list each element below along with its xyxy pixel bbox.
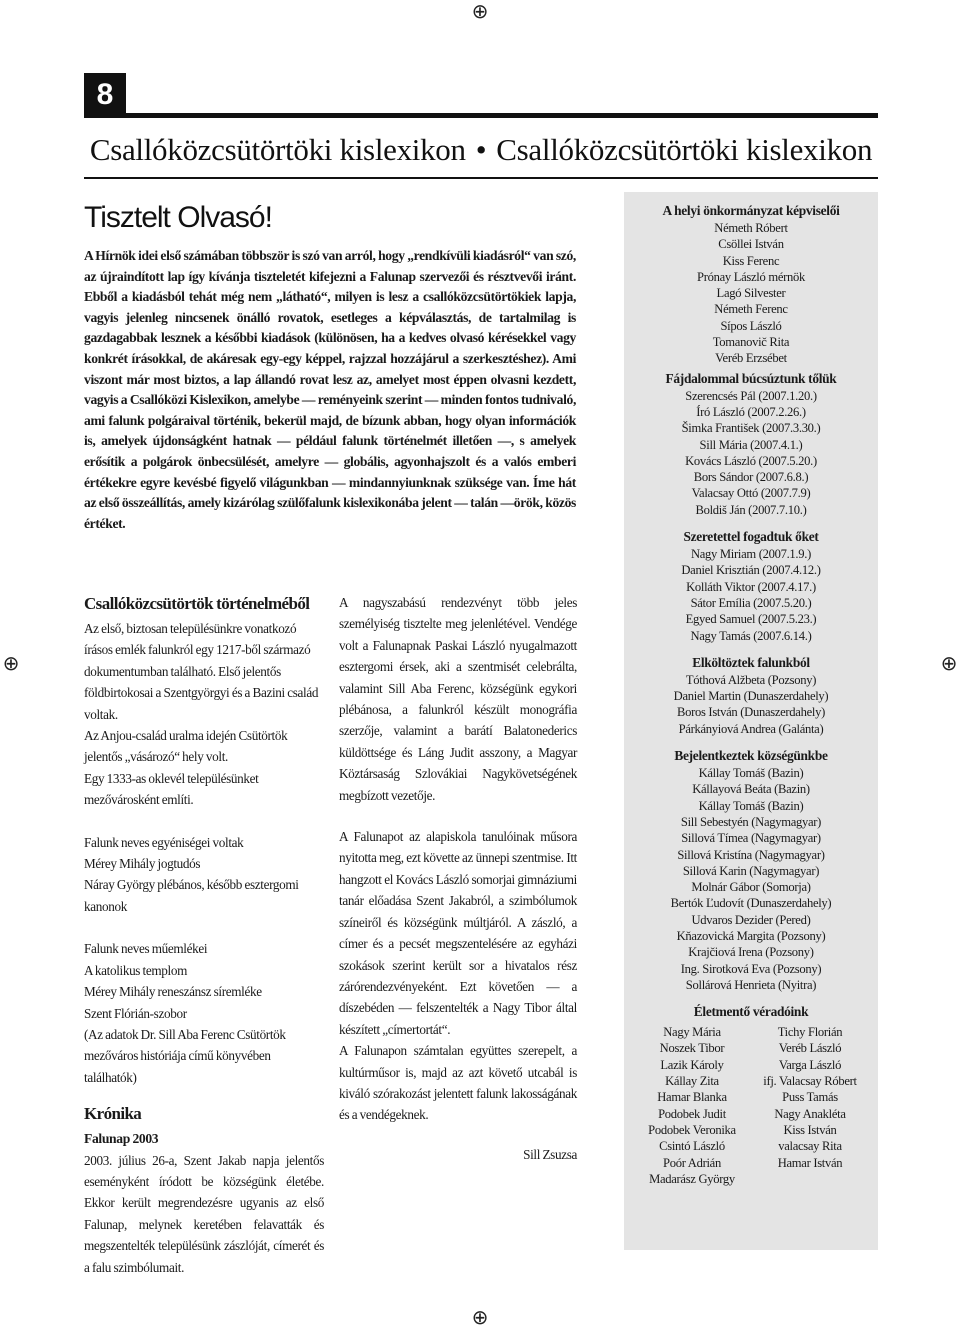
representatives-list (624, 220, 878, 367)
sidebar-heading: Életmentő véradóink (693, 1004, 809, 1020)
notable-item: Náray György plébános, később esztergomi kanonok (84, 877, 299, 914)
name-item: Kállay Zita (665, 1074, 719, 1089)
article-intro (84, 246, 576, 534)
name-item: Ing. Sirotková Eva (Pozsony) (680, 961, 822, 976)
intro-paragraph: A Hírnök idei első számában többször is szó van arról, hogy „rendkívüli kiadásról“ van szó, az újraindított lap így kívánja tiszteletét kifejezni a Falunap szervezői és résztvevői iránt. Ebből a kiadásból tehát még nem „látható“, milyen is lesz a csallóközcsütörtökiek lapja, vagyis jelenleg nincsenek önálló rovatok, esetleges a képválasztás, de tartalmilag is gazdagabbak lesznek a későbbi kiadások (különösen, ha a kedves olvasó kérésekkel vagy konkrét írásokkal, de akáresak egy-egy képpel, rajzzal hozzájárul a szerkesztéshez). Ami viszont már most biztos, a lap állandó rovat lesz az, amelyet most éppen olvasni kezdett, vagyis a Csallóközi Kislexikon, amelybe — reményeink szerint — minden fontos tudnivaló, ami falunk polgáraival történik, bekerül majd, de bízunk abban, hogy olyan információk is, amelyek újdonságként hatnak — például falunk történelmét illetően —, s amelyek erősítik a polgárok önbecsülését, amelyre — globális, agyonhajszolt és a valós emberi értékekre egyre kevésbé figyelő világunkban — mindannyiunknak szüksége van. Íme hát az első összeállítás, amely kizárólag szülőfalunk kislexikonába jelent — talán —örök, közös értéket. (84, 248, 576, 531)
name-item: Prónay László mérnök (696, 269, 805, 284)
monument-item: Szent Flórián-szobor (84, 1005, 187, 1021)
name-item: Nagy Mária (663, 1025, 721, 1040)
name-item: Hamar István (777, 1155, 843, 1170)
page-number: 8 (84, 73, 126, 117)
name-item: Szerencsés Pál (2007.1.20.) (685, 388, 817, 403)
name-item: Csöllei István (718, 237, 784, 252)
name-item: Lagó Silvester (716, 286, 786, 301)
moved-out-list (624, 672, 878, 737)
chronicle-title: Krónika (84, 1104, 142, 1124)
name-item: Sollárová Henrieta (Nyitra) (685, 977, 817, 992)
chronicle-paragraph: A Falunapon számtalan együttes szerepelt, a kultúrműsor is, majd az azt követő utcabál is kiváló szórakozást jelentett falunk lakosságának és a vendégeknek. (339, 1043, 577, 1123)
top-rule (84, 113, 878, 118)
name-item: Tomanovič Rita (712, 335, 790, 350)
registration-mark-icon: ⊕ (471, 1305, 489, 1329)
author-signature: Sill Zsuzsa (523, 1146, 577, 1162)
name-item: Sill Mária (2007.4.1.) (699, 437, 803, 452)
name-item: Daniel Krisztián (2007.4.12.) (681, 563, 821, 578)
sidebar-heading: Elköltöztek falunkból (692, 654, 810, 670)
registration-mark-icon: ⊕ (471, 0, 489, 23)
running-head (84, 130, 878, 170)
name-item: Podobek Veronika (648, 1122, 736, 1137)
name-item: Veréb László (778, 1041, 842, 1056)
monument-item: A katolikus templom (84, 962, 187, 978)
running-head-right: Csallóközcsütörtöki kislexikon (496, 132, 873, 167)
sidebar-heading: Szeretettel fogadtuk őket (683, 529, 819, 545)
history-paragraph: Egy 1333-as oklevél településünket mezővárosként említi. (84, 770, 259, 808)
sidebar (624, 192, 878, 1250)
name-item: Boldiš Ján (2007.7.10.) (695, 502, 807, 517)
history-paragraph: Az első, biztosan településünkre vonatkozó írásos emlék falunkról egy 1217-ből származó dokumentumban található. Első jelentős földbirtokosai a Szentgyörgyi és a Bazini család voltak. (84, 621, 319, 722)
births-list (624, 546, 878, 644)
registration-mark-icon: ⊕ (940, 651, 958, 675)
name-item: Tóthová Alžbeta (Pozsony) (685, 672, 817, 687)
name-item: Nagy Tamás (2007.6.14.) (690, 628, 812, 643)
name-item: Kállay Tomáš (Bazin) (698, 766, 804, 781)
sidebar-heading: Fájdalommal búcsúztunk tőlük (665, 370, 837, 386)
name-item: Tichy Florián (777, 1025, 843, 1040)
name-item: Lazik Károly (660, 1057, 724, 1072)
chronicle-subtitle: Falunap 2003 (84, 1131, 159, 1147)
name-item: Noszek Tibor (659, 1041, 725, 1056)
name-item: Nagy Anakléta (774, 1106, 846, 1121)
name-item: Németh Róbert (714, 221, 788, 235)
name-item: Sípos László (720, 318, 782, 333)
name-item: Kállay Tomáš (Bazin) (698, 798, 804, 813)
name-item: ifj. Valacsay Róbert (763, 1074, 857, 1089)
sidebar-heading: A helyi önkormányzat képviselői (662, 203, 840, 218)
chronicle-paragraph: A Falunapot az alapiskola tanulóinak műsora nyitotta meg, ezt követte az ünnepi szentmise. Itt hangzott el Kovács László somorjai gimnáziumi tanár előadása Szent Jakabról, a szimbólumok színeiről és községünk múltjáról. A zászló, a címer és a pecsét megszentelésére az egyházi szokások szerint került sor a hivatalos rész zárórendezvényeként. Ezt követően — a díszebéden — felszentelték a Nagy Tibor által készített „címertortát“. (339, 829, 577, 1037)
name-item: Krajčiová Irena (Pozsony) (688, 945, 814, 960)
name-item: Bors Sándor (2007.6.8.) (693, 470, 809, 485)
history-column (84, 592, 324, 1278)
running-head-separator: • (475, 132, 487, 167)
name-item: valacsay Rita (778, 1139, 842, 1154)
history-title: Csallóközcsütörtök történelméből (84, 594, 310, 613)
donors-list-left (633, 1024, 751, 1187)
name-item: Šimka František (2007.3.30.) (681, 421, 821, 436)
name-item: Podobek Judit (658, 1106, 726, 1121)
registration-mark-icon: ⊕ (2, 651, 20, 675)
name-item: Veréb Erzsébet (715, 351, 787, 366)
name-item: Kolláth Viktor (2007.4.17.) (686, 579, 816, 594)
name-item: Bertók Ľudovít (Dunaszerdahely) (670, 896, 832, 911)
name-item: Boros István (Dunaszerdahely) (677, 705, 825, 720)
head-rule (84, 177, 878, 179)
donors-list-right (751, 1024, 869, 1187)
article-title: Tisztelt Olvasó! (84, 201, 272, 234)
monuments-heading: Falunk neves műemlékei (84, 941, 208, 957)
name-item: Párkányiová Andrea (Galánta) (678, 721, 824, 736)
name-item: Poór Adrián (663, 1155, 721, 1170)
name-item: Madarász György (649, 1171, 735, 1186)
name-item: Varga László (778, 1057, 842, 1072)
name-item: Kovács László (2007.5.20.) (685, 453, 817, 468)
name-item: Sillová Karin (Nagymagyar) (682, 863, 820, 878)
donors-columns (624, 1024, 878, 1187)
source-note: (Az adatok Dr. Sill Aba Ferenc Csütörtök mezőváros históriája című könyvében találhatók) (84, 1026, 286, 1085)
moved-in-list (624, 765, 878, 993)
history-paragraph: Az Anjou-család uralma idején Csütörtök jelentős „vásározó“ hely volt. (84, 728, 288, 765)
name-item: Sillová Kristína (Nagymagyar) (677, 847, 825, 862)
name-item: Németh Ferenc (714, 302, 788, 317)
monument-item: Mérey Mihály reneszánsz síremléke (84, 984, 262, 1000)
name-item: Sillová Tímea (Nagymagyar) (681, 831, 821, 846)
notables-heading: Falunk neves egyéniségei voltak (84, 834, 244, 850)
name-item: Csintó László (659, 1139, 725, 1154)
notable-item: Mérey Mihály jogtudós (84, 856, 201, 872)
running-head-left: Csallóközcsütörtöki kislexikon (89, 132, 466, 167)
name-item: Nagy Miriam (2007.1.9.) (690, 547, 812, 562)
chronicle-paragraph: A nagyszabású rendezvényt több jeles személyiség tisztelte meg jelenlétével. Vendége volt a Falunapnak Paskai László nyugalmazott esztergomi érsek, aki a szentmisét celebrálta, valamint Sill Aba Ferenc, községünk egykori plébánosa, a falunkról készült monográfia szerzője, valamint a barátí Balatonederics küldöttsége és Láng Judit asszony, a Magyar Köztársaság Szlovákiai Nagykövetségének megbízott vezetője. (339, 595, 577, 803)
name-item: Író László (2007.2.26.) (696, 404, 806, 419)
name-item: Kňazovická Margita (Pozsony) (676, 928, 826, 943)
name-item: Puss Tamás (782, 1090, 838, 1105)
sidebar-heading: Bejelentkeztek községünkbe (674, 748, 828, 764)
deaths-list (624, 388, 878, 518)
chronicle-paragraph: 2003. július 26-a, Szent Jakab napja jelentős eseményként íródott be községünk életébe. Ekkor került megrendezésre ugyanis az első Falunap, melynek keretében felavatták és megszentelték településünk zászlóját, címerét és a falu szimbólumait. (84, 1152, 324, 1275)
name-item: Molnár Gábor (Somorja) (691, 880, 811, 895)
name-item: Daniel Martin (Dunaszerdahely) (673, 689, 829, 704)
name-item: Valacsay Ottó (2007.7.9) (691, 486, 811, 501)
name-item: Sill Sebestyén (Nagymagyar) (680, 814, 822, 829)
chronicle-column (339, 592, 577, 1165)
name-item: Kiss István (783, 1122, 837, 1137)
name-item: Hamar Blanka (657, 1090, 727, 1105)
name-item: Sátor Emília (2007.5.20.) (690, 595, 812, 610)
name-item: Kiss Ferenc (722, 253, 780, 268)
name-item: Udvaros Dezider (Pered) (691, 912, 811, 927)
name-item: Egyed Samuel (2007.5.23.) (685, 612, 817, 627)
name-item: Kállayová Beáta (Bazin) (692, 782, 810, 797)
